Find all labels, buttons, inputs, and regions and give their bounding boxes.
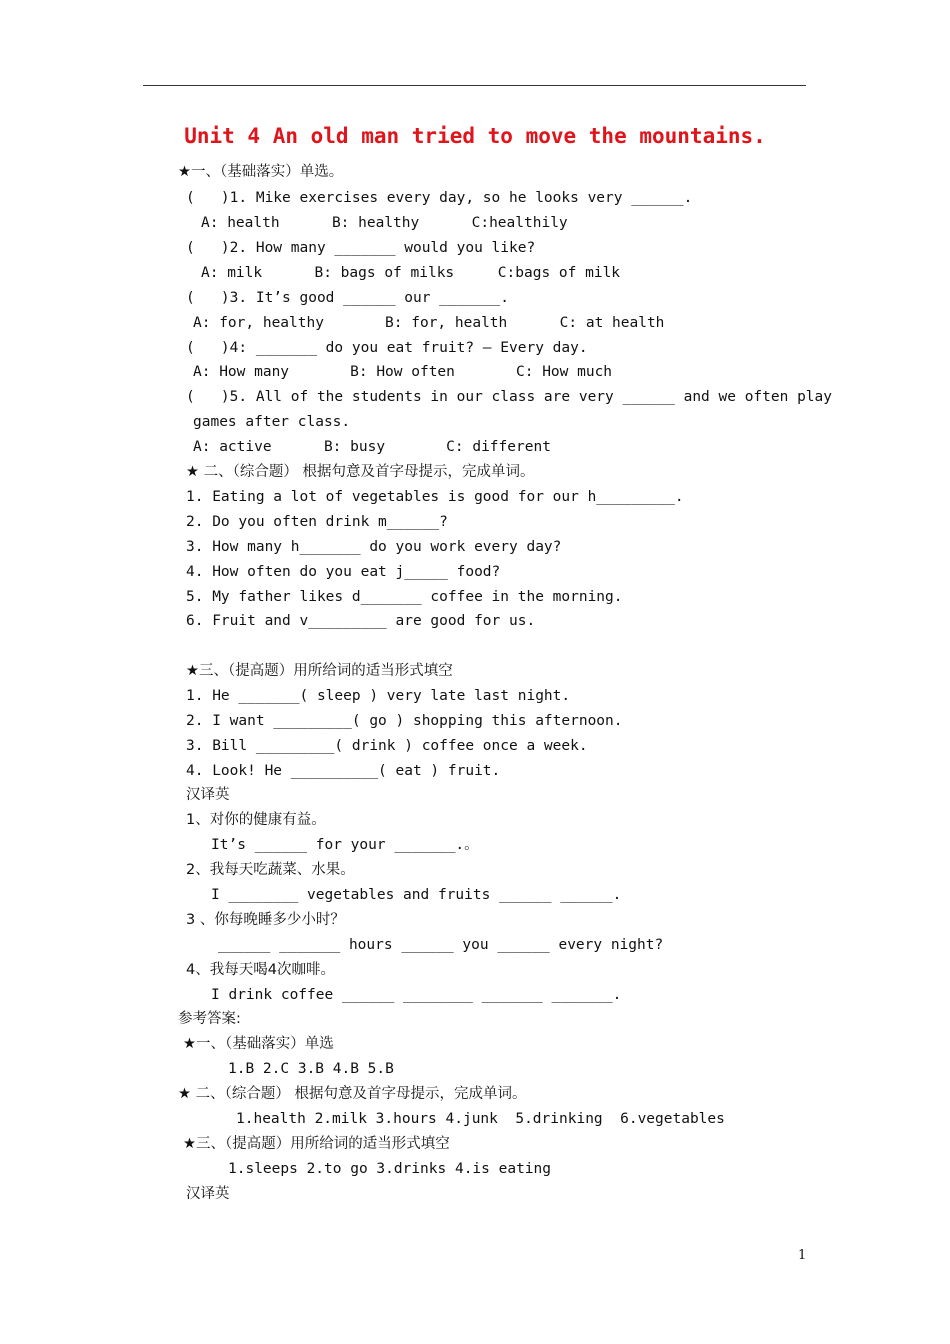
question-5-options: A: active B: busy C: different bbox=[193, 439, 551, 455]
answers-heading: 参考答案: bbox=[178, 1011, 241, 1027]
answers-section3: 1.sleeps 2.to go 3.drinks 4.is eating bbox=[228, 1161, 552, 1177]
question-4-options: A: How many B: How often C: How much bbox=[193, 364, 613, 380]
section3-item: 4. Look! He __________( eat ) fruit. bbox=[186, 763, 501, 779]
section3-item: 2. I want _________( go ) shopping this afternoon. bbox=[186, 713, 623, 729]
translation-chinese: 2、我每天吃蔬菜、水果。 bbox=[186, 862, 355, 878]
question-1: ( )1. Mike exercises every day, so he looks very ______. bbox=[186, 190, 693, 206]
translation-english: ______ _______ hours ______ you ______ every night? bbox=[218, 937, 664, 953]
translation-heading: 汉译英 bbox=[186, 787, 230, 803]
section2-item: 1. Eating a lot of vegetables is good for our h_________. bbox=[186, 489, 684, 505]
section3-heading: ★三、（提高题）用所给词的适当形式填空 bbox=[186, 663, 453, 679]
answers-section3-heading: ★三、（提高题）用所给词的适当形式填空 bbox=[183, 1136, 450, 1152]
question-3-options: A: for, healthy B: for, health C: at health bbox=[193, 315, 665, 331]
answers-section1: 1.B 2.C 3.B 4.B 5.B bbox=[228, 1061, 394, 1077]
section3-item: 1. He _______( sleep ) very late last night. bbox=[186, 688, 571, 704]
section2-item: 4. How often do you eat j_____ food? bbox=[186, 564, 501, 580]
section2-item: 5. My father likes d_______ coffee in the morning. bbox=[186, 589, 623, 605]
question-4: ( )4: _______ do you eat fruit? – Every day. bbox=[186, 340, 588, 356]
question-1-options: A: health B: healthy C:healthily bbox=[201, 215, 568, 231]
translation-chinese: 3 、你每晚睡多少小时？ bbox=[186, 912, 345, 928]
translation-english: I drink coffee ______ ________ _______ _______. bbox=[211, 987, 622, 1003]
question-5: ( )5. All of the students in our class are very ______ and we often play bbox=[186, 389, 833, 405]
translation-chinese: 4、我每天喝4次咖啡。 bbox=[186, 962, 335, 978]
section1-heading: ★一、（基础落实）单选。 bbox=[178, 164, 344, 180]
translation-english: I ________ vegetables and fruits ______ ______. bbox=[211, 887, 622, 903]
section2-item: 3. How many h_______ do you work every day? bbox=[186, 539, 562, 555]
translation-chinese: 1、对你的健康有益。 bbox=[186, 812, 326, 828]
question-3: ( )3. It’s good ______ our _______. bbox=[186, 290, 510, 306]
question-2: ( )2. How many _______ would you like? bbox=[186, 240, 536, 256]
section3-item: 3. Bill _________( drink ) coffee once a week. bbox=[186, 738, 588, 754]
section2-item: 2. Do you often drink m______? bbox=[186, 514, 448, 530]
answers-section2-heading: ★ 二、（综合题） 根据句意及首字母提示，完成单词。 bbox=[178, 1086, 527, 1102]
question-5-continued: games after class. bbox=[193, 414, 351, 430]
header-rule bbox=[143, 85, 806, 86]
question-2-options: A: milk B: bags of milks C:bags of milk bbox=[201, 265, 621, 281]
page-title: Unit 4 An old man tried to move the mountains. bbox=[184, 124, 766, 148]
translation-english: It’s ______ for your _______.。 bbox=[211, 837, 479, 853]
answers-section2: 1.health 2.milk 3.hours 4.junk 5.drinking 6.vegetables bbox=[236, 1111, 725, 1127]
section2-heading: ★ 二、（综合题） 根据句意及首字母提示，完成单词。 bbox=[186, 464, 535, 480]
answers-section1-heading: ★一、（基础落实）单选 bbox=[183, 1036, 334, 1052]
page-number: 1 bbox=[798, 1248, 807, 1263]
section2-item: 6. Fruit and v_________ are good for us. bbox=[186, 613, 536, 629]
answers-translation-heading: 汉译英 bbox=[186, 1186, 230, 1202]
